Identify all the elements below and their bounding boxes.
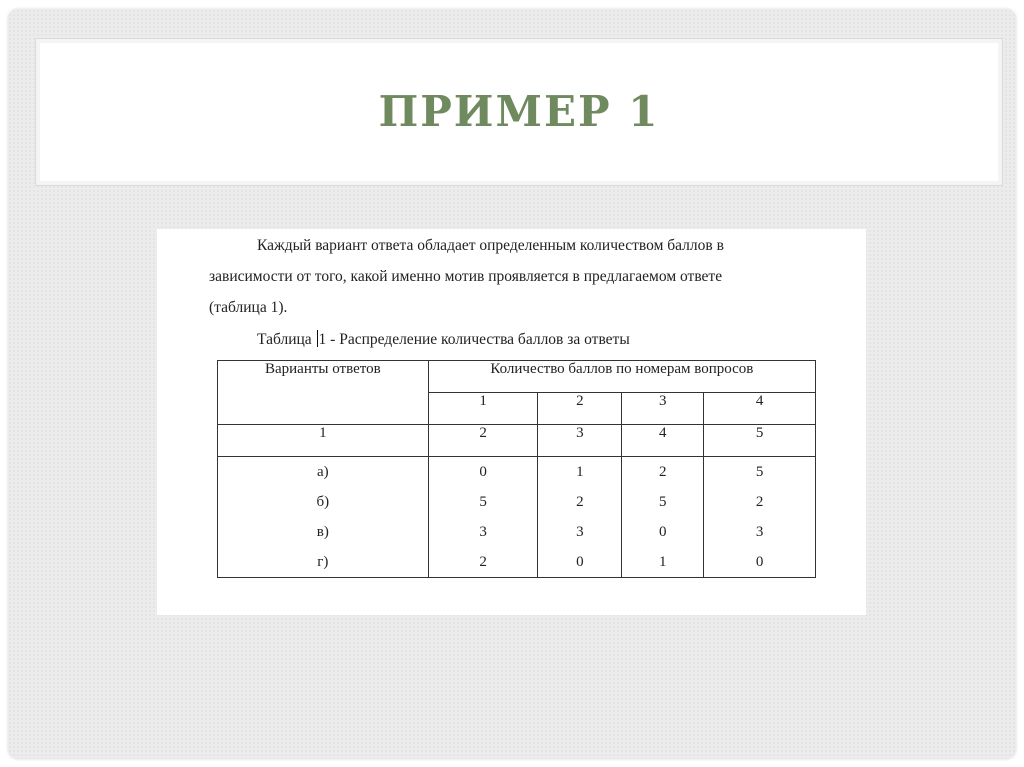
table-cell: 3 — [538, 425, 622, 457]
header-scores: Количество баллов по номерам вопросов — [428, 361, 815, 393]
option-label: г) — [317, 554, 329, 570]
score-value: 0 — [576, 554, 584, 570]
question-number: 1 — [428, 393, 538, 425]
score-value: 2 — [658, 464, 667, 480]
score-value: 3 — [755, 524, 764, 540]
score-value: 2 — [479, 554, 487, 570]
score-value: 2 — [576, 494, 584, 510]
score-value: 3 — [479, 524, 487, 540]
option-label: б) — [316, 494, 330, 510]
score-value: 5 — [479, 494, 487, 510]
score-value: 0 — [479, 464, 487, 480]
row-label: 1 — [218, 425, 429, 457]
document-image — [157, 229, 866, 615]
score-value: 0 — [755, 554, 764, 570]
score-value: 3 — [576, 524, 584, 540]
table-cell: 4 — [622, 425, 704, 457]
score-column-4 — [704, 457, 816, 578]
option-label: а) — [317, 464, 329, 480]
score-column-1 — [428, 457, 538, 578]
table-row — [218, 425, 816, 457]
table-cell: 2 — [428, 425, 538, 457]
option-label: в) — [316, 524, 329, 540]
question-number: 2 — [538, 393, 622, 425]
paragraph-line-1: Каждый вариант ответа обладает определенным количеством баллов в — [257, 237, 724, 254]
title-box — [36, 39, 1002, 185]
table-cell: 5 — [704, 425, 816, 457]
score-value: 1 — [576, 464, 584, 480]
table-caption — [257, 330, 630, 349]
caption-suffix: - Распределение количества баллов за ответы — [326, 331, 630, 348]
question-number: 3 — [622, 393, 704, 425]
paragraph-line-2: зависимости от того, какой именно мотив проявляется в предлагаемом ответе — [209, 268, 723, 285]
score-value: 2 — [755, 494, 764, 510]
score-value: 1 — [658, 554, 667, 570]
score-value: 5 — [755, 464, 764, 480]
caption-prefix: Таблица — [257, 331, 316, 348]
paragraph-line-3: (таблица 1). — [209, 299, 288, 316]
score-column-2 — [538, 457, 622, 578]
text-cursor — [317, 330, 318, 347]
header-variants: Варианты ответов — [218, 361, 429, 425]
score-value: 0 — [658, 524, 667, 540]
score-value: 5 — [658, 494, 667, 510]
score-column-3 — [622, 457, 704, 578]
scores-table — [217, 360, 816, 578]
options-cell — [218, 457, 429, 578]
table-header-row — [218, 361, 816, 393]
slide-title: ПРИМЕР 1 — [378, 87, 660, 136]
caption-number: 1 — [318, 331, 327, 348]
table-row — [218, 457, 816, 578]
question-number: 4 — [704, 393, 816, 425]
